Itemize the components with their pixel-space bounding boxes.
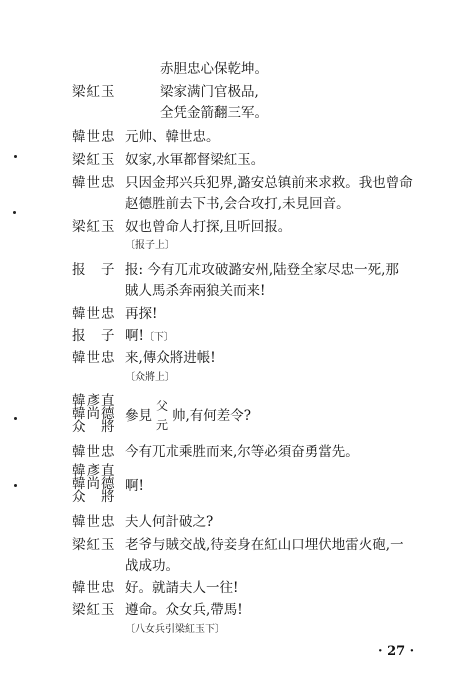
speaker-label: 报 子: [72, 262, 116, 278]
stage-direction: 〔众將上〕: [125, 372, 175, 383]
dialogue-text: 啊!: [125, 328, 144, 344]
scan-speck: [14, 484, 17, 487]
stage-direction: 〔报子上〕: [125, 240, 175, 251]
dialogue-line: 啊!: [125, 478, 144, 494]
scan-speck: [14, 155, 17, 158]
dialogue-line: [125, 328, 174, 346]
speaker-label: 韓尚德: [72, 476, 116, 492]
dialogue-line: 好。就請夫人一往!: [125, 580, 239, 596]
dialogue-line: 父: [156, 399, 169, 413]
dialogue-line: 奴家,水軍都督梁紅玉。: [125, 152, 265, 168]
dialogue-line: 报: 今有兀朮攻破潞安州,陆登全家尽忠一死,那: [125, 262, 399, 278]
dialogue-line: 夫人何計破之?: [125, 514, 214, 530]
scan-speck: [14, 417, 17, 420]
page-number-value: 27: [387, 644, 406, 659]
speaker-label: 韓世忠: [72, 306, 116, 322]
page-number: · 27 ·: [378, 644, 415, 659]
speaker-label: 韓世忠: [72, 350, 116, 366]
speaker-label: 韓世忠: [72, 514, 116, 530]
speaker-label: 梁紅玉: [72, 84, 116, 100]
speaker-label: 梁紅玉: [72, 152, 116, 168]
stage-direction: 〔下〕: [143, 332, 174, 343]
dialogue-line: 參見: [125, 408, 152, 424]
speaker-label: 韓尚德: [72, 406, 116, 422]
dialogue-line: 奴也曾命人打探,且听回报。: [125, 219, 292, 235]
speaker-label: 韓世忠: [72, 129, 116, 145]
verse-line: 梁家满门官极品,: [160, 84, 259, 100]
dialogue-line: 再探!: [125, 306, 158, 322]
scan-speck: [13, 211, 16, 214]
verse-line: 全凭金箭翻三军。: [160, 105, 268, 121]
dialogue-line: 老爷与賊交战,待妾身在紅山口埋伏地雷火砲,一: [125, 537, 404, 553]
dialogue-line: 来,傳众將进帳!: [125, 350, 216, 366]
dialogue-line: 遵命。众女兵,帶馬!: [125, 602, 243, 618]
dialogue-line: 賊人馬杀奔兩狼关而来!: [125, 283, 266, 299]
speaker-label: 众 將: [72, 419, 116, 435]
dialogue-line: 只因金邦兴兵犯界,潞安总镇前来求救。我也曾命: [125, 175, 413, 191]
speaker-label: 韓世忠: [72, 580, 116, 596]
dialogue-line: 战成功。: [125, 558, 179, 574]
speaker-label: 众 將: [72, 489, 116, 505]
verse-line: 赤胆忠心保乾坤。: [160, 61, 268, 77]
speaker-label: 韓世忠: [72, 444, 116, 460]
dialogue-line: 元: [156, 418, 169, 432]
speaker-label: 韓彥直: [72, 393, 116, 409]
dialogue-line: 元帅、韓世忠。: [125, 129, 220, 145]
dialogue-line: 今有兀朮乘胜而来,尔等必須奋勇當先。: [125, 444, 359, 460]
speaker-label: 梁紅玉: [72, 602, 116, 618]
dialogue-line: 赵德胜前去下书,会合攻打,未見回音。: [125, 196, 350, 212]
speaker-label: 韓彥直: [72, 463, 116, 479]
stage-direction: 〔八女兵引梁紅玉下〕: [125, 624, 225, 635]
dialogue-line: 帅,有何差令?: [172, 408, 252, 424]
speaker-label: 梁紅玉: [72, 537, 116, 553]
speaker-label: 报 子: [72, 328, 116, 344]
speaker-label: 韓世忠: [72, 175, 116, 191]
speaker-label: 梁紅玉: [72, 219, 116, 235]
